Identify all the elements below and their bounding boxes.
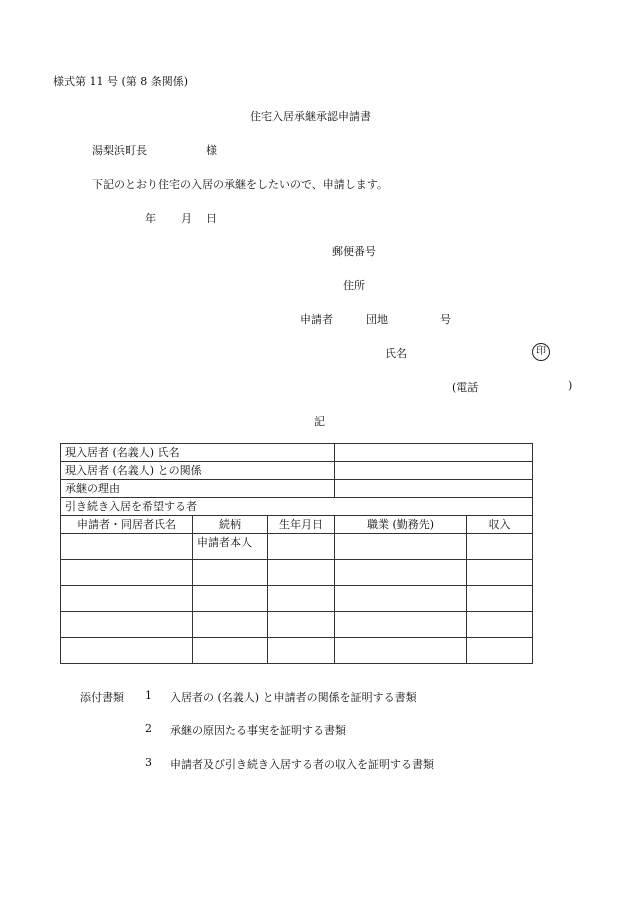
seal-mark: 印 [532,343,550,361]
intro-text: 下記のとおり住宅の入居の承継をしたいので、申請します。 [92,178,388,191]
phone-label: (電話 [452,381,479,394]
applicant-label: 申請者 [300,313,333,326]
table-row [61,612,533,638]
attachment-number: 1 [145,689,152,702]
current-tenant-name-label: 現入居者 (名義人) 氏名 [61,444,335,462]
date-year-label: 年 [145,212,156,225]
cell-birthdate[interactable] [268,612,335,638]
header-occupation: 職業 (勤務先) [335,516,467,534]
cell-birthdate[interactable] [268,586,335,612]
cell-birthdate[interactable] [268,560,335,586]
table-row [61,462,533,480]
attachment-text: 承継の原因たる事実を証明する書類 [170,724,346,737]
form-id: 様式第 11 号 (第 8 条関係) [53,75,189,88]
table-row [61,586,533,612]
cell-occupation[interactable] [335,534,467,560]
cell-income[interactable] [467,638,533,664]
cell-name[interactable] [61,560,193,586]
date-day-label: 日 [206,212,217,225]
header-birthdate: 生年月日 [268,516,335,534]
attachment-text: 申請者及び引き続き入居する者の収入を証明する書類 [170,758,434,771]
addressee-honorific: 様 [206,144,217,157]
cell-name[interactable] [61,638,193,664]
date-month-label: 月 [181,212,192,225]
table-row [61,498,533,516]
cell-occupation[interactable] [335,638,467,664]
current-tenant-relation-field[interactable] [335,462,533,480]
cell-occupation[interactable] [335,586,467,612]
current-tenant-relation-label: 現入居者 (名義人) との関係 [61,462,335,480]
cell-relation[interactable] [193,560,268,586]
header-name: 申請者・同居者氏名 [61,516,193,534]
succession-reason-field[interactable] [335,480,533,498]
cell-name[interactable] [61,586,193,612]
cell-income[interactable] [467,534,533,560]
phone-close-paren: ) [568,379,573,392]
successors-label: 引き続き入居を希望する者 [61,498,533,516]
succession-reason-label: 承継の理由 [61,480,335,498]
page-title: 住宅入居承継承認申請書 [250,110,371,123]
cell-name[interactable] [61,534,193,560]
cell-relation[interactable] [193,612,268,638]
attachments-label: 添付書類 [80,691,124,704]
cell-occupation[interactable] [335,560,467,586]
header-relation: 続柄 [193,516,268,534]
succession-table [60,443,533,664]
unit-number-label: 号 [440,313,451,326]
cell-birthdate[interactable] [268,638,335,664]
table-row [61,638,533,664]
postal-code-label: 郵便番号 [332,245,376,258]
cell-relation[interactable] [193,638,268,664]
header-income: 収入 [467,516,533,534]
cell-relation: 申請者本人 [193,534,268,560]
name-label: 氏名 [385,347,407,360]
cell-birthdate[interactable] [268,534,335,560]
cell-income[interactable] [467,560,533,586]
attachment-number: 2 [145,722,152,735]
table-row [61,560,533,586]
cell-name[interactable] [61,612,193,638]
cell-occupation[interactable] [335,612,467,638]
cell-income[interactable] [467,586,533,612]
attachment-text: 入居者の (名義人) と申請者の関係を証明する書類 [170,691,417,704]
table-header-row [61,516,533,534]
addressee-name: 湯梨浜町長 [92,144,147,157]
address-label: 住所 [343,279,365,292]
current-tenant-name-field[interactable] [335,444,533,462]
attachment-number: 3 [145,756,152,769]
table-row [61,534,533,560]
table-row [61,444,533,462]
table-row [61,480,533,498]
cell-relation[interactable] [193,586,268,612]
complex-label: 団地 [366,313,388,326]
cell-income[interactable] [467,612,533,638]
ki-heading: 記 [314,415,325,428]
